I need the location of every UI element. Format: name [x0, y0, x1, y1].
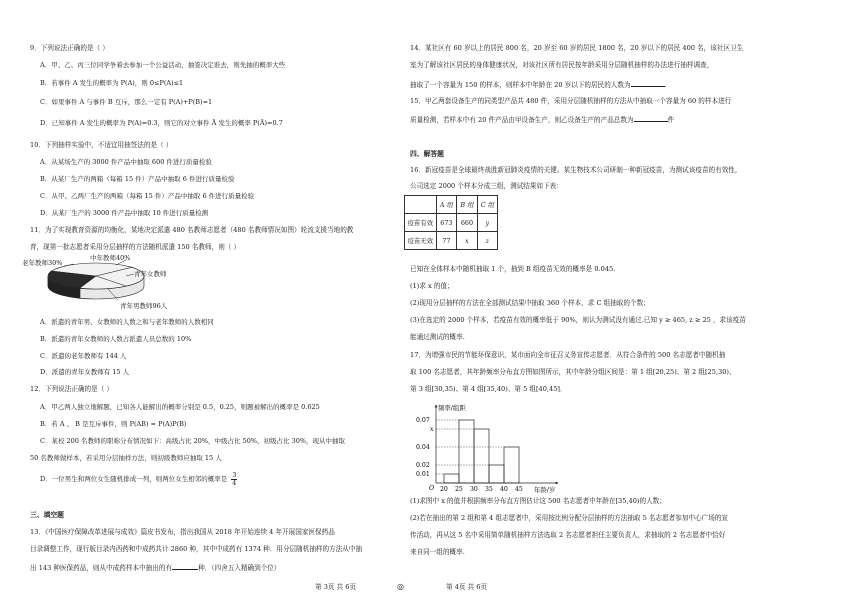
q13-line3-text: 出 143 种医保药品，则从中成药样本中抽出的有: [30, 564, 173, 572]
y-tick-label: x: [430, 426, 434, 433]
q9-option-a: A．甲、乙、丙三位同学争着去参加一个公益活动，抽签决定谁去，则先抽的概率大些: [40, 61, 286, 69]
histogram-bar: [459, 420, 474, 483]
q16-part3-line2: 能通过测试的概率.: [410, 333, 465, 341]
y-tick-labels: [416, 417, 434, 478]
q14-line3-text: 抽取了一个容量为 150 的样本，则样本中年龄在 20 岁以下的居民的人数为: [410, 81, 631, 89]
q16-line2: 公司选定 2000 个样本分成三组，测试结果如下表：: [410, 182, 563, 190]
table-header-cell: C 组: [477, 196, 497, 214]
table-cell: [405, 196, 437, 214]
table-header-cell: B 组: [457, 196, 478, 214]
table-cell: z: [477, 232, 497, 250]
q10-option-c: C．从甲、乙两厂生产的两箱（每箱 15 件）产品中抽取 6 件进行质量检验: [40, 192, 255, 200]
q13-answer-blank: [172, 562, 198, 570]
q17-line2: 取 100 名志愿者，其年龄频率分布直方图如图所示，其中年龄分组区间是：第 1 组[20,25)、第 2 组[25,30)、: [410, 368, 736, 376]
q10-option-d: D．从某厂生产的 3000 件产品中抽取 10 件进行质量检测: [40, 209, 209, 217]
q16-part3-line1: (3)在选定的 2000 个样本，若疫苗有效的概率低于 90%，则认为测试没有通过.已知 y ≥ 465, z ≥ 25 ，求该疫苗: [410, 316, 746, 324]
table-cell: y: [477, 214, 497, 232]
y-tick-label: 0.02: [416, 462, 430, 469]
table-row: [405, 232, 498, 250]
table-row: [405, 196, 498, 214]
age-frequency-histogram: [408, 401, 568, 493]
q12-option-c-line1: C．某校 200 名教师的职称分布情况如下：高级占比 20%，中级占比 50%，初级占比 30%，现从中抽取: [40, 437, 346, 445]
histogram-bar: [504, 447, 519, 483]
table-cell: 77: [436, 232, 457, 250]
q12-option-d: [40, 472, 237, 486]
q11-option-d: D．派遣的青年女教师有 15 人: [40, 368, 130, 376]
y-tick-label: 0.07: [416, 417, 430, 424]
histogram-bars: [444, 420, 519, 483]
histogram-guides: [436, 420, 504, 474]
table-cell: 660: [457, 214, 478, 232]
q11-stem-line1: 11．为了实现教育资源的均衡化，某地决定派遣 480 名教师志愿者（480 名教师情况如图）轮流支援当地的教: [30, 226, 354, 234]
q17-part1: (1)求图中 x 的值并根据频率分布直方图估计这 500 名志愿者中年龄在[35,40)的人数；: [410, 497, 666, 505]
vaccine-table: [404, 195, 498, 250]
x-tick-labels: [440, 486, 523, 493]
pie-label-young-male: 青年男教师96人: [120, 302, 168, 310]
origin-label: O: [429, 484, 435, 492]
footer-page-right: 第 4页 共 6页: [446, 583, 488, 591]
q15-answer-blank: [634, 114, 668, 122]
x-tick-label: 40: [500, 486, 508, 493]
q9-option-c: C．如果事件 A 与事件 B 互斥，那么一定有 P(A)+P(B)=1: [40, 98, 213, 106]
q13-line3: [30, 562, 280, 572]
q12-option-a: A．甲乙两人独立地解题，已知各人能解出的概率分别是 0.5，0.25，则题被解出的概率是 0.625: [40, 403, 320, 411]
pie-label-middle: 中年教师40%: [90, 254, 131, 262]
q15-line2-text: 质量检测，若样本中有 20 件产品由甲设备生产，则乙设备生产的产品总数为: [410, 116, 634, 124]
table-cell: x: [457, 232, 478, 250]
q17-line3: 第 3 组[30,35)、第 4 组[35,40)、第 5 组[40,45]．: [410, 385, 567, 393]
q10-option-b: B．从某厂生产的两箱（每箱 15 件）产品中抽取 6 件进行质量检验: [40, 175, 235, 183]
q17-part2-line3: 来自同一组的概率.: [410, 548, 465, 556]
table-cell: 673: [436, 214, 457, 232]
table-row: [405, 214, 498, 232]
q17-line1: 17．为增强市民的节能环保意识，某市面向全市征召义务宣传志愿者．从符合条件的 500 名志愿者中随机抽: [410, 351, 726, 359]
section-fill-in-title: 三、填空题: [30, 511, 64, 519]
table-header-cell: A 组: [436, 196, 457, 214]
pie-label-old: 老年教师30%: [22, 259, 63, 267]
q13-line3-tail: 种．（四舍五入精确到个位）: [198, 564, 281, 572]
q12-option-c-line2: 50 名教师做样本，若采用分层抽样方法，则初级教师应抽取 15 人: [30, 454, 222, 462]
q14-line2: 室为了解该社区居民的身体健康状况，对该社区所有居民按年龄采用分层随机抽样的办法进行抽样调查，: [410, 61, 714, 69]
x-axis-label: 年龄/岁: [534, 486, 556, 493]
q17-part2-line1: (2)若在抽出的第 2 组和第 4 组志愿者中，采用按比例分配分层抽样的方法抽取 5 名志愿者参加中心广场的宣: [410, 514, 729, 522]
pie-label-young-female: 青年女教师: [134, 270, 167, 278]
q10-stem: 10．下列抽样实验中，不适宜用抽签法的是（ ）: [30, 141, 173, 149]
table-cell: 疫苗无效: [405, 232, 437, 250]
q12-stem: 12．下列说法正确的是（ ）: [30, 385, 114, 393]
q11-stem-line2: 育，现第一批志愿者采用分层抽样的方法随机派遣 150 名教师，则（ ）: [30, 243, 241, 251]
x-tick-label: 35: [485, 486, 493, 493]
table-cell: 疫苗有效: [405, 214, 437, 232]
q16-line1: 16．新冠疫苗是全球最终战胜新冠肺炎疫情的关键。某生物技术公司研制一种新冠疫苗，为测试该疫苗的有效性，: [410, 166, 742, 174]
q15-line2: [410, 114, 674, 124]
q9-option-b: B．若事件 A 发生的概率为 P(A)，则 0≤P(A)≤1: [40, 79, 184, 87]
x-tick-label: 25: [455, 486, 463, 493]
section-answer-title: 四、解答题: [410, 150, 444, 158]
q16-part1: (1)求 x 的值；: [410, 282, 454, 290]
q9-option-d: D．已知事件 A 发生的概率为 P(A)=0.3，则它的对立事件 Ā 发生的概率 P(Ā)=0.7: [40, 119, 283, 127]
q17-part2-line2: 传活动，再从这 5 名中采用简单随机抽样方法选取 2 名志愿者担任主要负责人，求抽取的 2 名志愿者中恰好: [410, 531, 726, 539]
q11-option-c: C．派遣的老年教师有 144 人: [40, 352, 127, 360]
q13-line1: 13．《中国医疗保障改革进展与成效》篇皮书发布，指出我国从 2018 年开始连续 4 年开展国家医保药品: [30, 528, 335, 536]
x-tick-label: 20: [440, 486, 448, 493]
q14-line3: 抽取了一个容量为 150 的样本，则样本中年龄在 20 岁以下的居民的人数为 .: [410, 81, 667, 89]
q11-option-a: A．派遣的青年男、女教师的人数之和与老年教师的人数相同: [40, 318, 214, 326]
q16-part2: (2)现用分层抽样的方法在全部测试结果中抽取 360 个样本，求 C 组抽取的个数；: [410, 299, 650, 307]
q15-line1: 15．甲乙两套设备生产的同类型产品共 480 件，采用分层随机抽样的方法从中抽取一个容量为 60 的样本进行: [410, 97, 732, 105]
q13-line2: 目录调整工作，现行版目录内西药和中成药共计 2860 种，其中中成药有 1374 种．用分层随机抽样的方法从中抽: [30, 545, 363, 553]
q10-option-a: A．从某场生产的 3000 件产品中抽取 600 件进行质量检验: [40, 158, 212, 166]
y-tick-label: 0.01: [416, 471, 430, 478]
histogram-bar: [474, 429, 489, 483]
histogram-bar: [489, 465, 504, 483]
q14-line1: 14．某社区有 60 岁以上的居民 800 名，20 岁至 60 岁的居民 1800 名，20 岁以下的居民 400 名，该社区卫生: [410, 44, 744, 52]
y-tick-label: 0.04: [416, 444, 430, 451]
y-axis-label: 频率/组距: [438, 404, 466, 412]
q12-option-b: B．若 A 、 B 是互斥事件，则 P(AB) = P(A)P(B): [40, 420, 187, 428]
footer-page-left: 第 3页 共 6页: [315, 583, 357, 591]
q9-stem: 9．下列说法正确的是（ ）: [30, 44, 109, 52]
q12-option-d-text: D．一位男生和两位女生随机排成一列，则两位女生相邻的概率是: [40, 475, 228, 483]
fraction: [231, 472, 237, 486]
fraction-denominator: 4: [232, 478, 237, 487]
x-tick-label: 45: [515, 486, 523, 493]
q14-answer-blank: [631, 79, 665, 87]
histogram-bar: [444, 474, 459, 483]
q16-line3: 已知在全体样本中随机抽取 1 个，抽到 B 组疫苗无效的概率是 0.045.: [410, 265, 616, 273]
fraction-numerator: 3: [232, 471, 237, 479]
q11-option-b: B．派遣的青年女教师的人数占派遣人员总数的 10%: [40, 335, 192, 343]
binding-mark-icon: ◎: [397, 582, 404, 591]
q15-unit: 件: [667, 116, 675, 124]
x-tick-label: 30: [470, 486, 478, 493]
